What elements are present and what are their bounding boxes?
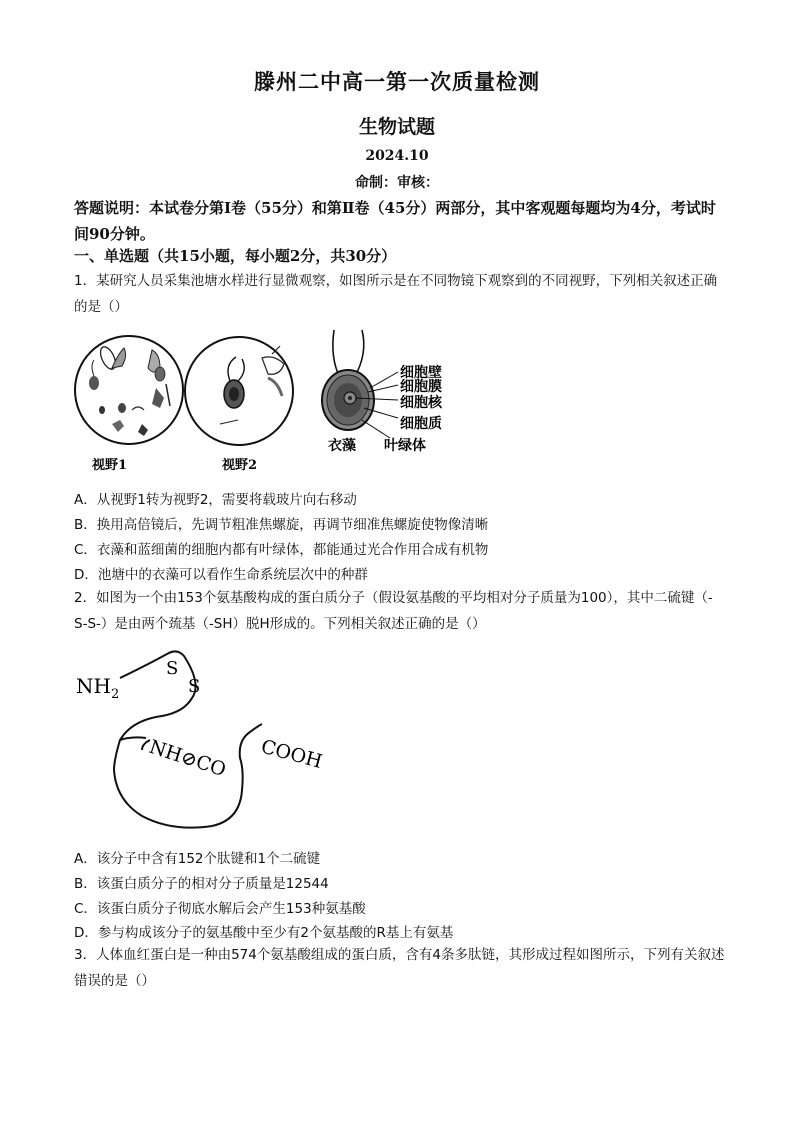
q1-option-a: A．从视野1转为视野2，需要将载玻片向右移动 [74, 492, 357, 508]
view-2-circle [185, 337, 293, 445]
peptide-bond: NH⊘CO [146, 735, 229, 782]
q2-option-a: A．该分子中含有152个肽键和1个二硫键 [74, 851, 321, 867]
label-nucleus: 细胞核 [400, 395, 442, 411]
cooh-group: COOH [258, 735, 325, 773]
author-line: 命制：审核： [355, 175, 439, 191]
q1-option-b: B．换用高倍镜后，先调节粗准焦螺旋，再调节细准焦螺旋使物像清晰 [74, 517, 489, 533]
q2-option-d: D．参与构成该分子的氨基酸中至少有2个氨基酸的R基上有氨基 [74, 925, 454, 941]
label-cell-membrane: 细胞膜 [400, 379, 442, 395]
view-1-label: 视野1 [92, 458, 128, 473]
q1-option-d: D．池塘中的衣藻可以看作生命系统层次中的种群 [74, 567, 368, 583]
view-2-label: 视野2 [222, 458, 258, 473]
question-1-stem: 1．某研究人员采集池塘水样进行显微观察，如图所示是在不同物镜下观察到的不同视野，下列相关叙述正确的是（） [74, 273, 718, 315]
q1-option-c: C．衣藻和蓝细菌的细胞内都有叶绿体，都能通过光合作用合成有机物 [74, 542, 489, 558]
q2-option-c: C．该蛋白质分子彻底水解后会产生153种氨基酸 [74, 901, 366, 917]
q2-option-b: B．该蛋白质分子的相对分子质量是12544 [74, 876, 329, 892]
section-title: 一、单选题（共15小题，每小题2分，共30分） [74, 247, 397, 265]
label-cell-wall: 细胞壁 [400, 365, 442, 381]
label-cytoplasm: 细胞质 [400, 416, 442, 432]
instructions: 答题说明：本试卷分第Ⅰ卷（55分）和第Ⅱ卷（45分）两部分，其中客观题每题均为4分，考试时间90分钟。 [74, 199, 716, 243]
protein-figure [72, 640, 342, 840]
question-3-stem: 3．人体血红蛋白是一种由574个氨基酸组成的蛋白质，含有4条多肽链，其形成过程如图所示，下列有关叙述错误的是（） [74, 947, 725, 989]
subject-title: 生物试题 [358, 116, 435, 138]
label-chlamydomonas: 衣藻 [328, 438, 356, 454]
sulfur-atom-1: S [166, 658, 179, 679]
nh2-group: $NH_2$ [76, 674, 120, 702]
question-2-stem: 2．如图为一个由153个氨基酸构成的蛋白质分子（假设氨基酸的平均相对分子质量为100），其中二硫键（-S-S-）是由两个巯基（-SH）脱H形成的。下列相关叙述正确的是（） [74, 590, 713, 632]
exam-title: 滕州二中高一第一次质量检测 [254, 69, 540, 94]
exam-date: 2024.10 [365, 148, 429, 164]
microscope-figure [72, 328, 452, 478]
view-1-circle [75, 336, 183, 444]
label-chloroplast: 叶绿体 [384, 438, 426, 454]
chlamydomonas-diagram [322, 330, 398, 438]
sulfur-atom-2: S [188, 676, 201, 697]
